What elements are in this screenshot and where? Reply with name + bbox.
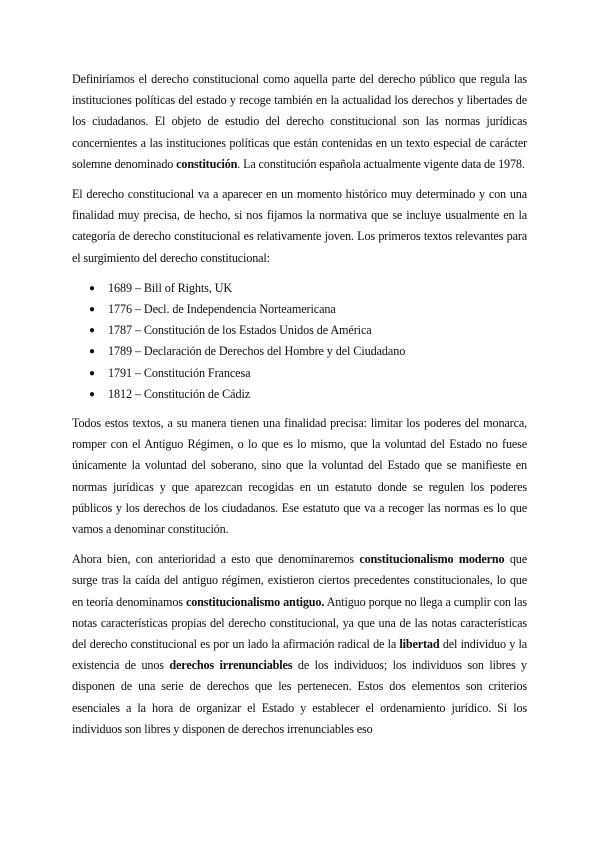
list-item: [72, 320, 527, 341]
list-item-text: 1812 – Constitución de Cádiz: [108, 386, 251, 401]
historical-texts-list: [72, 278, 527, 405]
paragraph-constitutionalism-text-5: de los individuos; los individuos son libres y disponen de una serie de derechos que les pertenecen. Estos dos elementos son criterios esenciales a la hora de organizar el Estado y establecer el ordenamiento jurídico. Si los individuos son libres y disponen de derechos irrenunciables eso: [72, 658, 528, 736]
list-item: [72, 299, 527, 320]
term-constitucionalismo-moderno: constitucionalismo moderno: [359, 552, 505, 567]
list-item: [72, 278, 527, 299]
paragraph-constitutionalism-text-1: Ahora bien, con anterioridad a esto que denominaremos: [72, 552, 360, 567]
list-item-text: 1787 – Constitución de los Estados Unidos de América: [108, 323, 372, 338]
paragraph-constitutionalism-text-3: Antiguo porque no llega a cumplir con las notas características propias del derecho constitucional, ya que una de las notas características del derecho constitucional es por un lado la afirmación radical de la: [72, 594, 527, 651]
term-constitucionalismo-antiguo: constitucionalismo antiguo.: [185, 594, 325, 609]
list-item: [72, 341, 527, 362]
list-item: [72, 384, 527, 405]
paragraph-constitutionalism-text-2: que surge tras la caída del antiguo régimen, existieron ciertos precedentes constitucionales, lo que en teoría denominamos: [72, 552, 527, 609]
bullet-icon: ●: [89, 304, 95, 316]
paragraph-purpose: Todos estos textos, a su manera tienen una finalidad precisa: limitar los poderes del monarca, romper con el Antiguo Régimen, o lo que es lo mismo, que la voluntad del Estado no fuese únicamente la voluntad del soberano, sino que la voluntad del Estado que se manifieste en normas jurídicas y que aparezcan recogidas en un estatuto donde se regulen los poderes públicos y los derechos de los ciudadanos. Ese estatuto que va a recoger las normas es lo que vamos a denominar constitución.: [72, 415, 527, 536]
paragraph-constitutionalism-text-4: del individuo y la existencia de unos: [72, 636, 527, 673]
list-item-text: 1789 – Declaración de Derechos del Hombre y del Ciudadano: [108, 344, 406, 359]
paragraph-definition-text-2: . La constitución española actualmente vigente data de 1978.: [237, 156, 525, 171]
document-body: [72, 69, 527, 749]
paragraph-origin: El derecho constitucional va a aparecer en un momento histórico muy determinado y con una finalidad muy precisa, de hecho, si nos fijamos la normativa que se incluye usualmente en la categoría de derecho constitucional es relativamente joven. Los primeros textos relevantes para el surgimiento del derecho constitucional:: [72, 187, 527, 265]
bullet-icon: ●: [89, 325, 95, 337]
paragraph-definition: [72, 69, 527, 175]
list-item-text: 1791 – Constitución Francesa: [108, 365, 251, 380]
term-libertad: libertad: [399, 636, 440, 651]
list-item-text: 1776 – Decl. de Independencia Norteamericana: [108, 302, 336, 317]
bullet-icon: ●: [89, 282, 95, 294]
term-constitucion: constitución: [176, 156, 238, 171]
paragraph-definition-text-1: Definiríamos el derecho constitucional como aquella parte del derecho público que regula las instituciones políticas del estado y recoge también en la actualidad los derechos y libertades de los ciudadanos. El objeto de estudio del derecho constitucional son las normas jurídicas concernientes a las instituciones políticas que están contenidas en un texto especial de carácter solemne denominado: [72, 72, 527, 171]
bullet-icon: ●: [89, 367, 95, 379]
list-item: [72, 363, 527, 384]
term-derechos-irrenunciables: derechos irrenunciables: [169, 658, 293, 673]
list-item-text: 1689 – Bill of Rights, UK: [108, 280, 233, 295]
bullet-icon: ●: [89, 388, 95, 400]
bullet-icon: ●: [89, 346, 95, 358]
paragraph-constitutionalism: [72, 549, 527, 740]
